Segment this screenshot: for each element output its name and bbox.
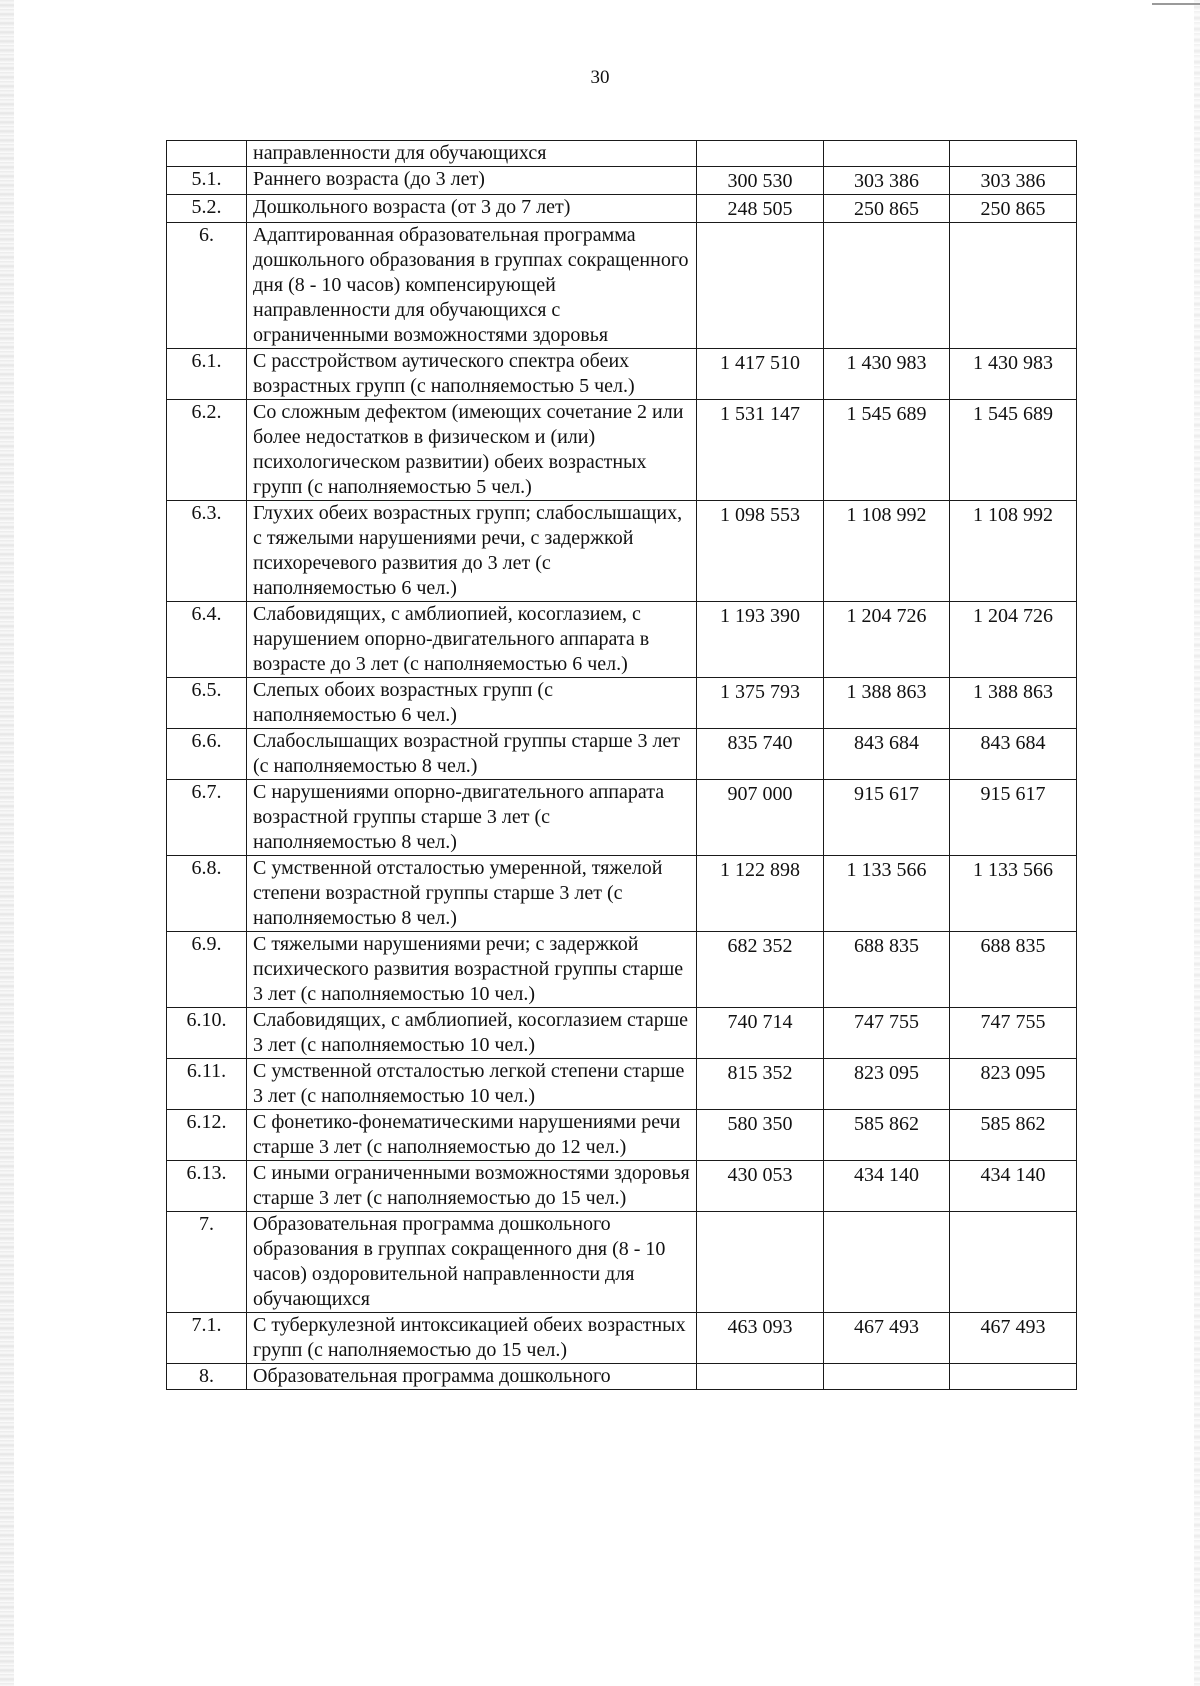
- table-row: [167, 729, 1077, 780]
- value-2-text: 1 430 983: [846, 352, 927, 374]
- value-3-text: 823 095: [980, 1062, 1046, 1084]
- row-value-2: [824, 602, 950, 678]
- row-value-2: [824, 1008, 950, 1059]
- row-value-3: [950, 1161, 1077, 1212]
- value-1-text: 430 053: [727, 1164, 793, 1186]
- value-3-text: 1 133 566: [973, 859, 1053, 881]
- row-value-2: [824, 678, 950, 729]
- row-value-2: [824, 856, 950, 932]
- value-1-text: [703, 223, 817, 225]
- row-value-3: [950, 780, 1077, 856]
- value-1-text: 1 375 793: [720, 681, 800, 703]
- row-description: С фонетико-фонематическими нарушениями речи старше 3 лет (с наполняемостью до 12 чел.): [247, 1110, 697, 1161]
- row-value-2: [824, 1161, 950, 1212]
- row-value-1: [697, 1110, 824, 1161]
- row-number: 6.: [167, 223, 247, 349]
- table-row: [167, 1059, 1077, 1110]
- row-value-1: [697, 932, 824, 1008]
- row-value-3: [950, 1059, 1077, 1110]
- row-value-2: [824, 780, 950, 856]
- row-description: Образовательная программа дошкольного: [247, 1364, 697, 1390]
- row-value-2: [824, 932, 950, 1008]
- value-2-text: 434 140: [854, 1164, 919, 1186]
- table-row: [167, 1212, 1077, 1313]
- row-value-3: [950, 141, 1077, 167]
- value-2-text: 823 095: [854, 1062, 919, 1084]
- row-value-2: [824, 729, 950, 780]
- row-value-1: [697, 1364, 824, 1390]
- table-row: [167, 1161, 1077, 1212]
- row-value-1: [697, 1059, 824, 1110]
- value-1-text: 580 350: [727, 1113, 793, 1135]
- table-row: [167, 400, 1077, 501]
- value-2-text: 747 755: [854, 1011, 919, 1033]
- value-1-text: 1 122 898: [720, 859, 800, 881]
- value-3-text: 250 865: [980, 198, 1046, 220]
- row-number: 6.9.: [167, 932, 247, 1008]
- value-2-text: 303 386: [854, 170, 919, 192]
- value-3-text: 688 835: [980, 935, 1046, 957]
- row-number: 6.13.: [167, 1161, 247, 1212]
- value-1-text: 835 740: [727, 732, 793, 754]
- table-row: [167, 223, 1077, 349]
- value-3-text: 843 684: [980, 732, 1046, 754]
- value-3-text: 434 140: [980, 1164, 1046, 1186]
- value-2-text: [830, 223, 943, 225]
- row-value-1: [697, 1008, 824, 1059]
- row-value-2: [824, 400, 950, 501]
- row-value-3: [950, 602, 1077, 678]
- row-value-3: [950, 167, 1077, 195]
- row-number: 6.5.: [167, 678, 247, 729]
- value-1-text: 682 352: [727, 935, 793, 957]
- row-number: 6.2.: [167, 400, 247, 501]
- row-description: Слабовидящих, с амблиопией, косоглазием старше 3 лет (с наполняемостью 10 чел.): [247, 1008, 697, 1059]
- row-value-1: [697, 349, 824, 400]
- row-value-2: [824, 501, 950, 602]
- row-value-1: [697, 141, 824, 167]
- value-3-text: 1 204 726: [973, 605, 1053, 627]
- row-description: Глухих обеих возрастных групп; слабослышащих, с тяжелыми нарушениями речи, с задержкой психоречевого развития до 3 лет (с наполняемостью 6 чел.): [247, 501, 697, 602]
- row-value-1: [697, 856, 824, 932]
- row-number: 6.6.: [167, 729, 247, 780]
- table-row: [167, 195, 1077, 223]
- row-value-2: [824, 167, 950, 195]
- value-3-text: [956, 141, 1070, 143]
- row-description: Адаптированная образовательная программа дошкольного образования в группах сокращенного дня (8 - 10 часов) компенсирующей направленности для обучающихся с ограниченными возможностями здоровья: [247, 223, 697, 349]
- row-value-1: [697, 167, 824, 195]
- row-value-3: [950, 729, 1077, 780]
- table-row: [167, 678, 1077, 729]
- row-value-2: [824, 1364, 950, 1390]
- row-value-1: [697, 1313, 824, 1364]
- table-row: [167, 501, 1077, 602]
- value-2-text: [830, 1212, 943, 1214]
- tariff-table: [166, 140, 1077, 1390]
- table-row: [167, 1110, 1077, 1161]
- row-value-3: [950, 501, 1077, 602]
- table-row: [167, 780, 1077, 856]
- row-value-3: [950, 1364, 1077, 1390]
- row-description: С иными ограниченными возможностями здоровья старше 3 лет (с наполняемостью до 15 чел.): [247, 1161, 697, 1212]
- row-value-3: [950, 195, 1077, 223]
- row-description: Со сложным дефектом (имеющих сочетание 2 или более недостатков в физическом и (или) психологическом развитии) обеих возрастных групп (с наполняемостью 5 чел.): [247, 400, 697, 501]
- row-number: 8.: [167, 1364, 247, 1390]
- row-value-2: [824, 141, 950, 167]
- table-row: [167, 856, 1077, 932]
- row-number: 5.2.: [167, 195, 247, 223]
- row-description: С умственной отсталостью легкой степени старше 3 лет (с наполняемостью 10 чел.): [247, 1059, 697, 1110]
- row-value-1: [697, 400, 824, 501]
- row-value-2: [824, 349, 950, 400]
- row-value-3: [950, 856, 1077, 932]
- value-2-text: 915 617: [854, 783, 919, 805]
- row-value-3: [950, 223, 1077, 349]
- row-number: 6.1.: [167, 349, 247, 400]
- row-value-2: [824, 195, 950, 223]
- value-3-text: [956, 223, 1070, 225]
- table-row: [167, 602, 1077, 678]
- value-1-text: 815 352: [727, 1062, 793, 1084]
- table-row: [167, 167, 1077, 195]
- row-value-2: [824, 1110, 950, 1161]
- row-value-3: [950, 1008, 1077, 1059]
- value-3-text: 1 108 992: [973, 504, 1053, 526]
- value-1-text: [703, 141, 817, 143]
- row-value-1: [697, 1161, 824, 1212]
- row-description: С тяжелыми нарушениями речи; с задержкой психического развития возрастной группы старше 3 лет (с наполняемостью 10 чел.): [247, 932, 697, 1008]
- row-description: Слепых обоих возрастных групп (с наполняемостью 6 чел.): [247, 678, 697, 729]
- value-1-text: 463 093: [727, 1316, 793, 1338]
- row-description: направленности для обучающихся: [247, 141, 697, 167]
- row-value-1: [697, 729, 824, 780]
- value-3-text: 747 755: [980, 1011, 1046, 1033]
- page-number: 30: [590, 67, 610, 88]
- value-1-text: 1 098 553: [720, 504, 800, 526]
- value-2-text: [830, 141, 943, 143]
- value-2-text: 1 204 726: [846, 605, 927, 627]
- row-description: Раннего возраста (до 3 лет): [247, 167, 697, 195]
- row-value-1: [697, 501, 824, 602]
- value-2-text: 1 133 566: [846, 859, 927, 881]
- value-1-text: [703, 1364, 817, 1366]
- value-3-text: 1 545 689: [973, 403, 1053, 425]
- row-value-1: [697, 1212, 824, 1313]
- row-value-3: [950, 349, 1077, 400]
- row-value-3: [950, 678, 1077, 729]
- table-row: [167, 1364, 1077, 1390]
- value-2-text: 467 493: [854, 1316, 919, 1338]
- row-description: Дошкольного возраста (от 3 до 7 лет): [247, 195, 697, 223]
- value-1-text: 1 193 390: [720, 605, 800, 627]
- table-row: [167, 1008, 1077, 1059]
- row-number: 6.4.: [167, 602, 247, 678]
- value-2-text: 1 545 689: [846, 403, 927, 425]
- row-value-3: [950, 1110, 1077, 1161]
- scan-corner-mark: [1152, 3, 1200, 5]
- row-value-2: [824, 1059, 950, 1110]
- row-value-3: [950, 1212, 1077, 1313]
- value-3-text: 467 493: [980, 1316, 1046, 1338]
- row-value-1: [697, 223, 824, 349]
- value-3-text: 303 386: [980, 170, 1046, 192]
- value-1-text: 248 505: [727, 198, 793, 220]
- value-3-text: 1 430 983: [973, 352, 1053, 374]
- value-3-text: 585 862: [980, 1113, 1046, 1135]
- table-row: [167, 1313, 1077, 1364]
- row-description: Образовательная программа дошкольного образования в группах сокращенного дня (8 - 10 часов) оздоровительной направленности для обучающихся: [247, 1212, 697, 1313]
- row-description: С нарушениями опорно-двигательного аппарата возрастной группы старше 3 лет (с наполняемостью 8 чел.): [247, 780, 697, 856]
- row-number: 7.: [167, 1212, 247, 1313]
- row-value-2: [824, 1212, 950, 1313]
- value-1-text: 740 714: [727, 1011, 793, 1033]
- value-2-text: 250 865: [854, 198, 919, 220]
- row-value-1: [697, 602, 824, 678]
- value-3-text: [956, 1212, 1070, 1214]
- row-number: [167, 141, 247, 167]
- value-1-text: 1 417 510: [720, 352, 800, 374]
- row-description: Слабослышащих возрастной группы старше 3 лет (с наполняемостью 8 чел.): [247, 729, 697, 780]
- value-1-text: 300 530: [727, 170, 793, 192]
- table-row: [167, 932, 1077, 1008]
- value-2-text: 843 684: [854, 732, 919, 754]
- row-value-2: [824, 223, 950, 349]
- table-row: [167, 141, 1077, 167]
- row-value-2: [824, 1313, 950, 1364]
- row-number: 6.12.: [167, 1110, 247, 1161]
- table-body: [167, 141, 1077, 1390]
- scan-edge-left: [0, 0, 14, 1686]
- value-1-text: [703, 1212, 817, 1214]
- row-number: 6.11.: [167, 1059, 247, 1110]
- value-3-text: 1 388 863: [973, 681, 1053, 703]
- row-value-3: [950, 932, 1077, 1008]
- row-number: 6.7.: [167, 780, 247, 856]
- row-value-1: [697, 780, 824, 856]
- row-number: 6.10.: [167, 1008, 247, 1059]
- row-value-1: [697, 195, 824, 223]
- row-value-3: [950, 400, 1077, 501]
- value-3-text: [956, 1364, 1070, 1366]
- value-2-text: 585 862: [854, 1113, 919, 1135]
- row-number: 7.1.: [167, 1313, 247, 1364]
- row-description: С расстройством аутического спектра обеих возрастных групп (с наполняемостью 5 чел.): [247, 349, 697, 400]
- value-3-text: 915 617: [980, 783, 1046, 805]
- table-row: [167, 349, 1077, 400]
- value-2-text: [830, 1364, 943, 1366]
- row-value-3: [950, 1313, 1077, 1364]
- value-2-text: 688 835: [854, 935, 919, 957]
- value-2-text: 1 108 992: [846, 504, 927, 526]
- value-1-text: 1 531 147: [720, 403, 800, 425]
- row-description: С туберкулезной интоксикацией обеих возрастных групп (с наполняемостью до 15 чел.): [247, 1313, 697, 1364]
- value-1-text: 907 000: [727, 783, 793, 805]
- value-2-text: 1 388 863: [846, 681, 927, 703]
- row-description: Слабовидящих, с амблиопией, косоглазием, с нарушением опорно-двигательного аппарата в возрасте до 3 лет (с наполняемостью 6 чел.): [247, 602, 697, 678]
- row-value-1: [697, 678, 824, 729]
- row-description: С умственной отсталостью умеренной, тяжелой степени возрастной группы старше 3 лет (с наполняемостью 8 чел.): [247, 856, 697, 932]
- row-number: 5.1.: [167, 167, 247, 195]
- row-number: 6.3.: [167, 501, 247, 602]
- row-number: 6.8.: [167, 856, 247, 932]
- scan-edge-right: [1194, 0, 1200, 1686]
